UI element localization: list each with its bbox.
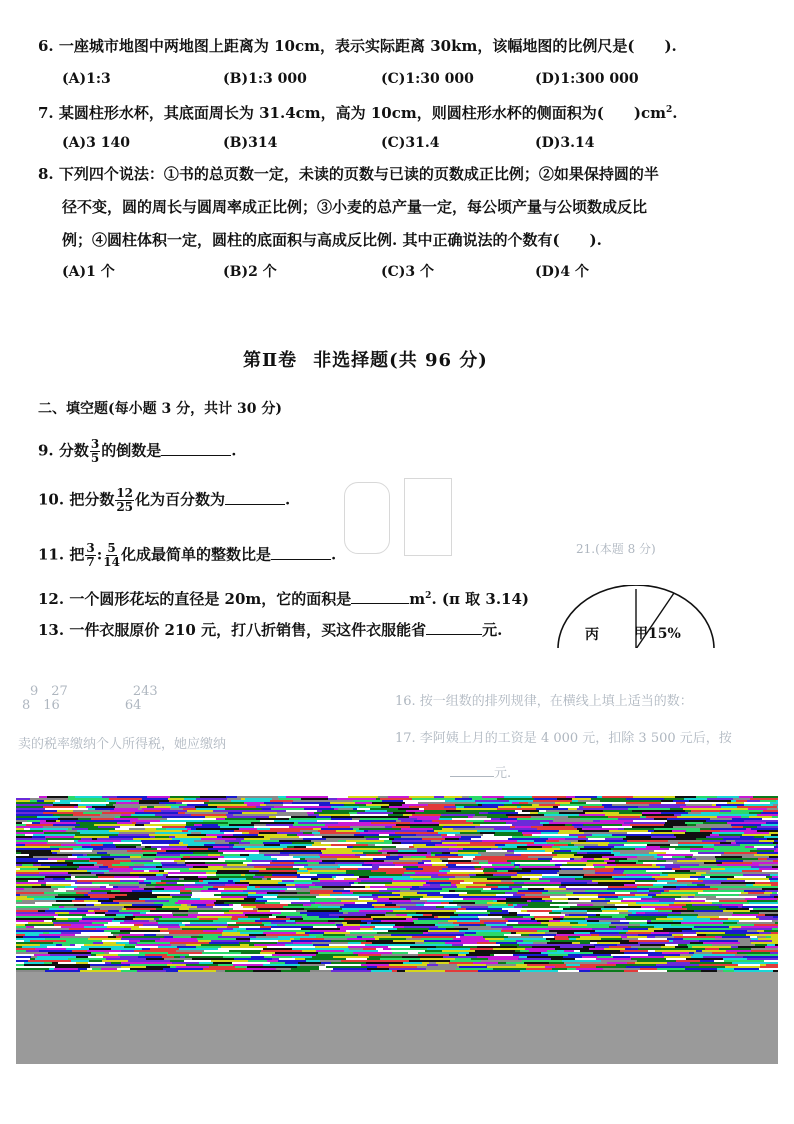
scan-noise-band [16,796,778,972]
q12-sup: 2 [425,591,432,601]
ghost-cylinder-left [344,482,390,554]
faded-q21: 21.(本题 8 分) [576,542,656,556]
q9-pre: 9. 分数 [38,441,89,460]
q11-end: . [330,545,337,564]
q6-option-b: (B)1:3 000 [223,71,307,87]
q12-pre: 12. 一个圆形花坛的直径是 20m，它的面积是 [38,590,352,608]
q8-option-b: (B)2 个 [223,264,277,280]
q11-post: 化成最简单的整数比是 [120,545,271,564]
q10-pre: 10. 把分数 [38,490,115,509]
q6-option-d: (D)1:300 000 [535,71,639,87]
q8-line-2: 径不变，圆的周长与圆周率成正比例；③小麦的总产量一定，每公顷产量与公顷数成反比 [62,198,648,216]
q10-post: 化为百分数为 [135,490,226,509]
q7-stem [38,100,677,123]
q8-option-a: (A)1 个 [62,264,115,280]
q13 [38,620,502,640]
q7-option-a: (A)3 140 [62,135,130,151]
part2-title [243,346,488,372]
q13-answer-blank[interactable] [426,620,482,635]
faded-q17-end [450,762,511,781]
q11-den2: 14 [103,555,120,569]
pie-chart [556,585,716,655]
q10-den: 25 [116,500,134,514]
q9-num: 3 [90,437,100,451]
part2-title-volume: 第Ⅱ卷 [243,350,298,371]
q7-option-d: (D)3.14 [535,135,595,151]
q8-line-3: 例；④圆柱体积一定，圆柱的底面积与高成反比例. 其中正确说法的个数有( ). [62,231,602,249]
q9-post: 的倒数是 [101,441,162,460]
q12 [38,586,529,609]
q12-answer-blank[interactable] [351,589,409,604]
q10-num: 12 [116,486,134,500]
q6-stem: 6. 一座城市地图中两地图上距离为 10cm，表示实际距离 30km，该幅地图的比例尺是( ). [38,37,677,55]
q13-pre: 13. 一件衣服原价 210 元，打八折销售，买这件衣服能省 [38,621,427,639]
q11-fraction-2 [103,542,120,569]
q9 [38,438,237,465]
faded-seq-numerators: 9 27 243 [30,684,158,699]
q11 [38,542,336,569]
q10-fraction [115,487,134,514]
q7-option-b: (B)314 [223,135,278,151]
q8-option-c: (C)3 个 [381,264,435,280]
q7-stem-text: 7. 某圆柱形水杯，其底面周长为 31.4cm，高为 10cm，则圆柱形水杯的侧面积为( )cm [38,104,666,122]
q11-fraction-1 [85,542,95,569]
faded-seq-denominators: 8 16 64 [22,698,142,713]
q7-stem-sup: 2 [665,105,673,115]
q8-option-d: (D)4 个 [535,264,590,280]
q11-pre: 11. 把 [38,545,85,564]
q7-option-c: (C)31.4 [381,135,440,151]
faded-tax-text: 卖的税率缴纳个人所得税，她应缴纳 [18,737,227,752]
scan-gray-band [16,972,778,1064]
faded-q17-blank [450,762,494,777]
section2-heading: 二、填空题(每小题 3 分，共计 30 分) [38,401,282,417]
q13-post: 元. [482,621,503,639]
q12-post: . (π 取 3.14) [431,590,530,608]
q10 [38,487,290,514]
faded-q17-yuan: 元. [494,766,512,781]
pie-label-jia: 甲15% [634,626,681,642]
q12-unit: m [409,590,426,608]
q9-answer-blank[interactable] [161,441,231,456]
q6-option-c: (C)1:30 000 [381,71,474,87]
q9-fraction [90,438,100,465]
q11-num1: 3 [86,541,95,555]
q9-den: 5 [90,451,100,465]
q10-end: . [285,490,291,509]
q11-colon: : [96,545,103,564]
part2-title-subject: 非选择题(共 96 分) [313,350,488,371]
q11-num2: 5 [107,541,116,555]
pie-label-bing: 丙 [585,627,599,643]
q8-line-1: 8. 下列四个说法：①书的总页数一定，未读的页数与已读的页数成正比例；②如果保持圆的半 [38,165,659,183]
q10-answer-blank[interactable] [225,490,285,505]
q11-answer-blank[interactable] [271,545,331,560]
q6-option-a: (A)1:3 [62,71,111,87]
faded-q17: 17. 李阿姨上月的工资是 4 000 元，扣除 3 500 元后，按 [395,731,732,746]
q9-end: . [231,441,237,460]
q11-den1: 7 [86,555,95,569]
ghost-cylinder-right [404,478,452,556]
q7-stem-end: . [672,104,678,122]
faded-q16: 16. 按一组数的排列规律，在横线上填上适当的数： [395,694,693,709]
